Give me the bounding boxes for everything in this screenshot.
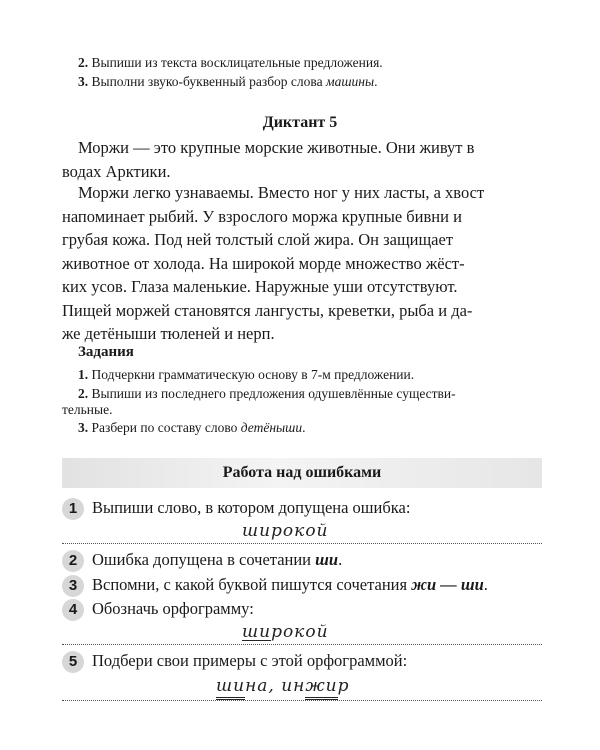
top-task-2: 2. Выпиши из текста восклицательные предложения. (78, 55, 383, 70)
dictation-paragraph-2: Моржи легко узнаваемы. Вместо ног у них ласты, а хвост напоминает рыбий. У взрослого моржа крупные бивни и грубая кожа. Под ней толстый слой жира. Он защищает животное от холода. На широкой морде множество жёст- ких усов. Глаза маленькие. Наружные уши отсутствуют. Пищей моржей становятся лангусты, креветки, рыба и да- же детёныши тюленей и нерп. (62, 183, 485, 343)
task-number-badge: 1 (62, 498, 84, 520)
task-number-badge: 5 (62, 651, 84, 673)
dictation-title: Диктант 5 (262, 114, 338, 131)
answer-line-1 (62, 543, 542, 544)
work-task-5: 5 Подбери свои примеры с этой орфограммой: (62, 648, 407, 674)
assignments-title: Задания (78, 344, 134, 360)
task-number-badge: 3 (62, 575, 84, 597)
answer-line-4 (62, 644, 542, 645)
assignment-2: 2. Выпиши из последнего предложения одушевлённые существи- (78, 386, 456, 401)
handwritten-answer-4: широкой (242, 622, 329, 642)
error-work-banner: Работа над ошибками (62, 458, 542, 488)
assignment-1: 1. Подчеркни грамматическую основу в 7-м предложении. (78, 367, 415, 382)
answer-line-5 (62, 700, 542, 701)
assignment-3: 3. Разбери по составу слово детёныши. (78, 420, 306, 435)
work-task-4: 4 Обозначь орфограмму: (62, 596, 254, 622)
task-number-badge: 2 (62, 550, 84, 572)
handwritten-answer-1: широкой (242, 521, 329, 541)
top-task-3: 3. Выполни звуко-буквенный разбор слова машины. (78, 74, 378, 89)
task-number-badge: 4 (62, 599, 84, 621)
dictation-paragraph-1: Моржи — это крупные морские животные. Они живут в водах Арктики. (62, 138, 475, 181)
work-task-2: 2 Ошибка допущена в сочетании ши. (62, 547, 342, 573)
work-task-3: 3 Вспомни, с какой буквой пишутся сочетания жи — ши. (62, 572, 488, 598)
assignment-2-cont: тельные. (62, 402, 113, 417)
handwritten-answer-5: шина, инжир (216, 676, 350, 696)
work-task-1: 1 Выпиши слово, в котором допущена ошибка: (62, 495, 410, 521)
